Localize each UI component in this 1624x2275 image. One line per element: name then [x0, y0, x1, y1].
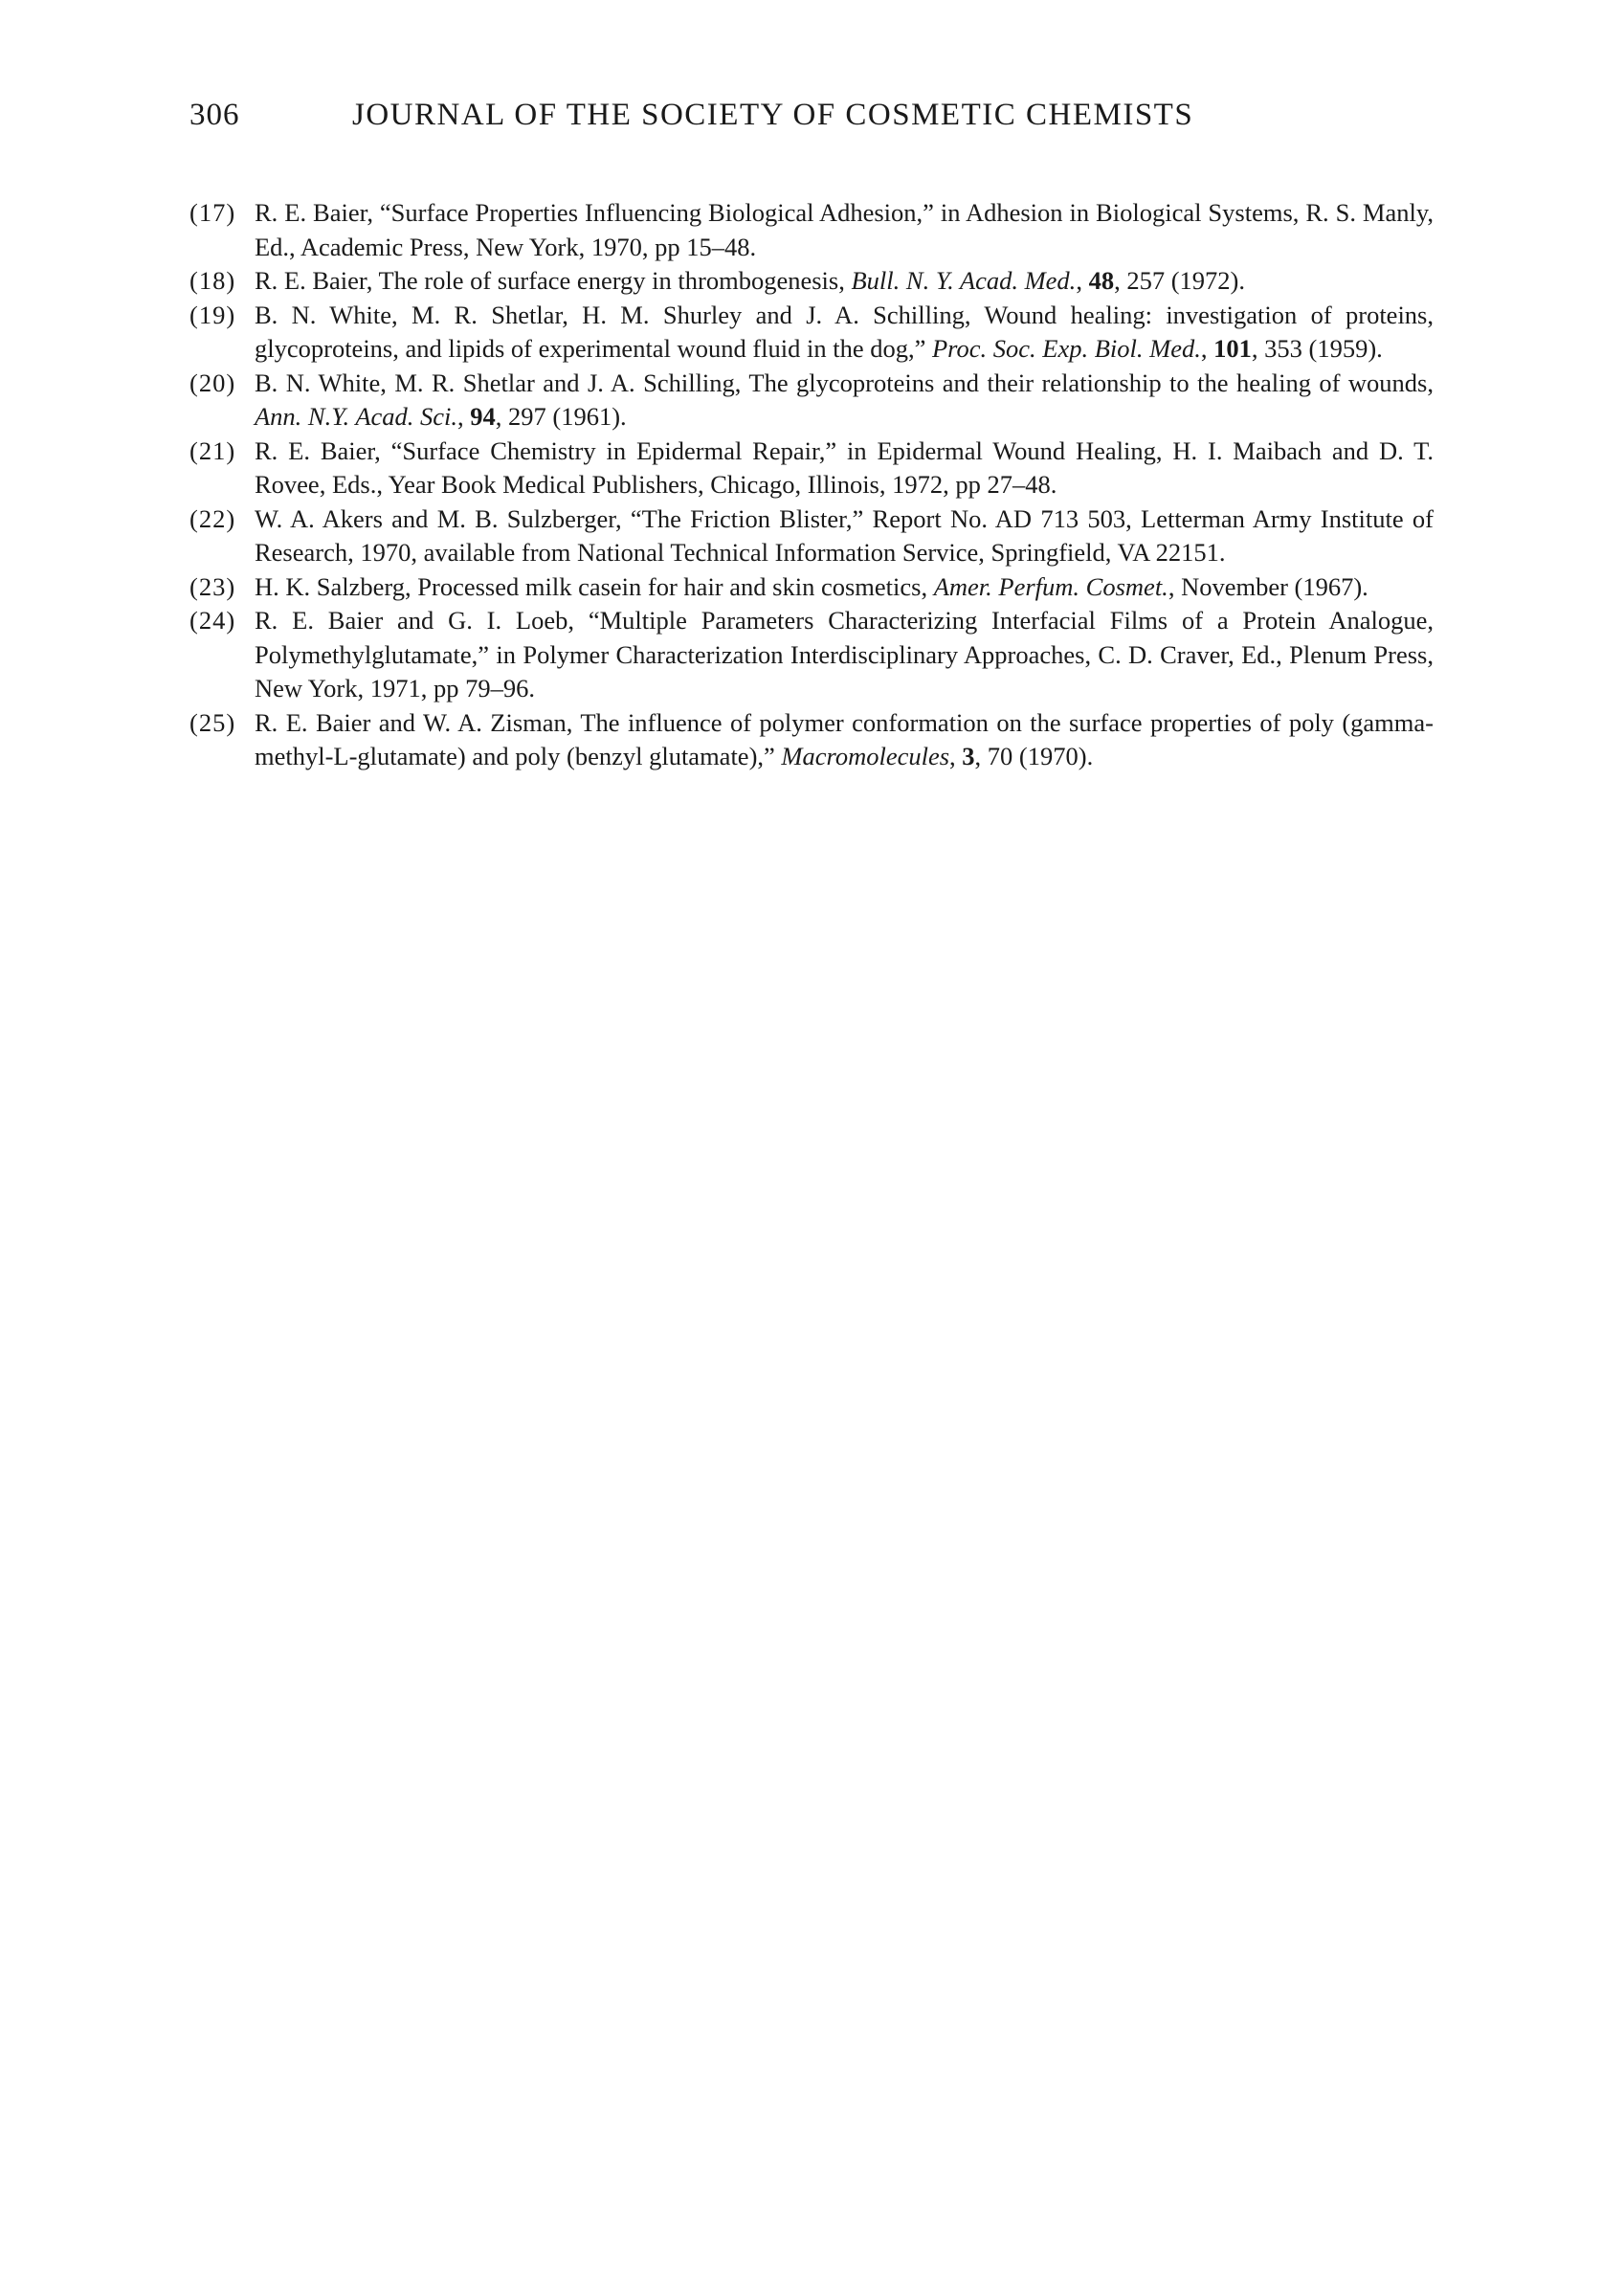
- volume-number: 3: [962, 742, 975, 770]
- reference-segment: ,: [457, 402, 471, 431]
- reference-item: [189, 264, 1434, 299]
- reference-item: [189, 435, 1434, 502]
- reference-number: (23): [189, 571, 236, 601]
- reference-item: [189, 299, 1434, 367]
- reference-number: (25): [189, 707, 236, 737]
- reference-segment: B. N. White, M. R. Shetlar and J. A. Schilling, The glycoproteins and their relationship to the healing of wounds,: [255, 368, 1434, 397]
- journal-name: Amer. Perfum. Cosmet.: [933, 571, 1168, 601]
- reference-segment: R. E. Baier, “Surface Properties Influencing Biological Adhesion,” in Adhesion in Biological Systems, R. S. Manly, Ed., Academic Press, New York, 1970, pp 15–48.: [255, 198, 1434, 261]
- reference-item: [189, 604, 1434, 706]
- journal-name: Ann. N.Y. Acad. Sci.: [255, 402, 458, 431]
- page-number: 306: [189, 98, 240, 132]
- reference-item: [189, 706, 1434, 774]
- reference-text: [255, 708, 1434, 771]
- reference-text: [255, 436, 1434, 500]
- reference-segment: R. E. Baier, The role of surface energy in thrombogenesis,: [255, 266, 852, 295]
- reference-item: [189, 502, 1434, 570]
- reference-segment: R. E. Baier and W. A. Zisman, The influence of polymer conformation on the surface properties of poly (gamma-methyl-L-glutamate) and poly (benzyl glutamate),”: [255, 707, 1434, 770]
- reference-segment: R. E. Baier, “Surface Chemistry in Epidermal Repair,” in Epidermal Wound Healing, H. I. Maibach and D. T. Rovee, Eds., Year Book Medical Publishers, Chicago, Illinois, 1972, pp 27–48.: [255, 435, 1434, 499]
- reference-segment: H. K. Salzberg, Processed milk casein for hair and skin cosmetics,: [255, 571, 934, 601]
- reference-text: [255, 368, 1434, 432]
- reference-segment: ,: [1200, 334, 1214, 363]
- reference-segment: R. E. Baier and G. I. Loeb, “Multiple Parameters Characterizing Interfacial Films of a Protein Analogue, Polymethylglutamate,” in Polymer Characterization Interdisciplinary Approaches, C. D. Craver, Ed., Plenum Press, New York, 1971, pp 79–96.: [255, 606, 1434, 703]
- journal-title: JOURNAL OF THE SOCIETY OF COSMETIC CHEMISTS: [352, 98, 1194, 132]
- reference-segment: W. A. Akers and M. B. Sulzberger, “The Friction Blister,” Report No. AD 713 503, Letterman Army Institute of Research, 1970, available from National Technical Information Service, Springfield, VA 22151.: [255, 503, 1434, 567]
- reference-text: [255, 198, 1434, 261]
- reference-number: (18): [189, 266, 236, 295]
- reference-number: (24): [189, 606, 236, 635]
- journal-name: Macromolecules: [781, 742, 950, 770]
- reference-text: [255, 504, 1434, 568]
- reference-number: (19): [189, 300, 236, 329]
- reference-number: (21): [189, 435, 236, 465]
- reference-segment: , 257 (1972).: [1114, 266, 1245, 295]
- reference-segment: , 353 (1959).: [1251, 334, 1383, 363]
- reference-item: [189, 570, 1434, 605]
- reference-text: [255, 572, 1368, 601]
- volume-number: 101: [1213, 334, 1252, 363]
- reference-number: (20): [189, 368, 236, 397]
- reference-text: [255, 606, 1434, 703]
- volume-number: 94: [470, 402, 496, 431]
- reference-segment: B. N. White, M. R. Shetlar, H. M. Shurley and J. A. Schilling, Wound healing: investigation of proteins, glycoproteins, and lipids of experimental wound fluid in the dog,”: [255, 300, 1434, 363]
- reference-segment: , 297 (1961).: [495, 402, 627, 431]
- volume-number: 48: [1088, 266, 1115, 295]
- reference-segment: , 70 (1970).: [974, 742, 1094, 770]
- reference-segment: ,: [1076, 266, 1089, 295]
- running-header: [189, 98, 1434, 145]
- reference-text: [255, 266, 1245, 295]
- journal-name: Proc. Soc. Exp. Biol. Med.: [932, 334, 1201, 363]
- reference-segment: , November (1967).: [1168, 571, 1368, 601]
- journal-name: Bull. N. Y. Acad. Med.: [851, 266, 1077, 295]
- reference-segment: ,: [949, 742, 963, 770]
- reference-item: [189, 367, 1434, 435]
- reference-text: [255, 301, 1434, 364]
- reference-item: [189, 196, 1434, 264]
- reference-list: [189, 196, 1434, 774]
- reference-number: (22): [189, 503, 236, 533]
- reference-number: (17): [189, 198, 236, 227]
